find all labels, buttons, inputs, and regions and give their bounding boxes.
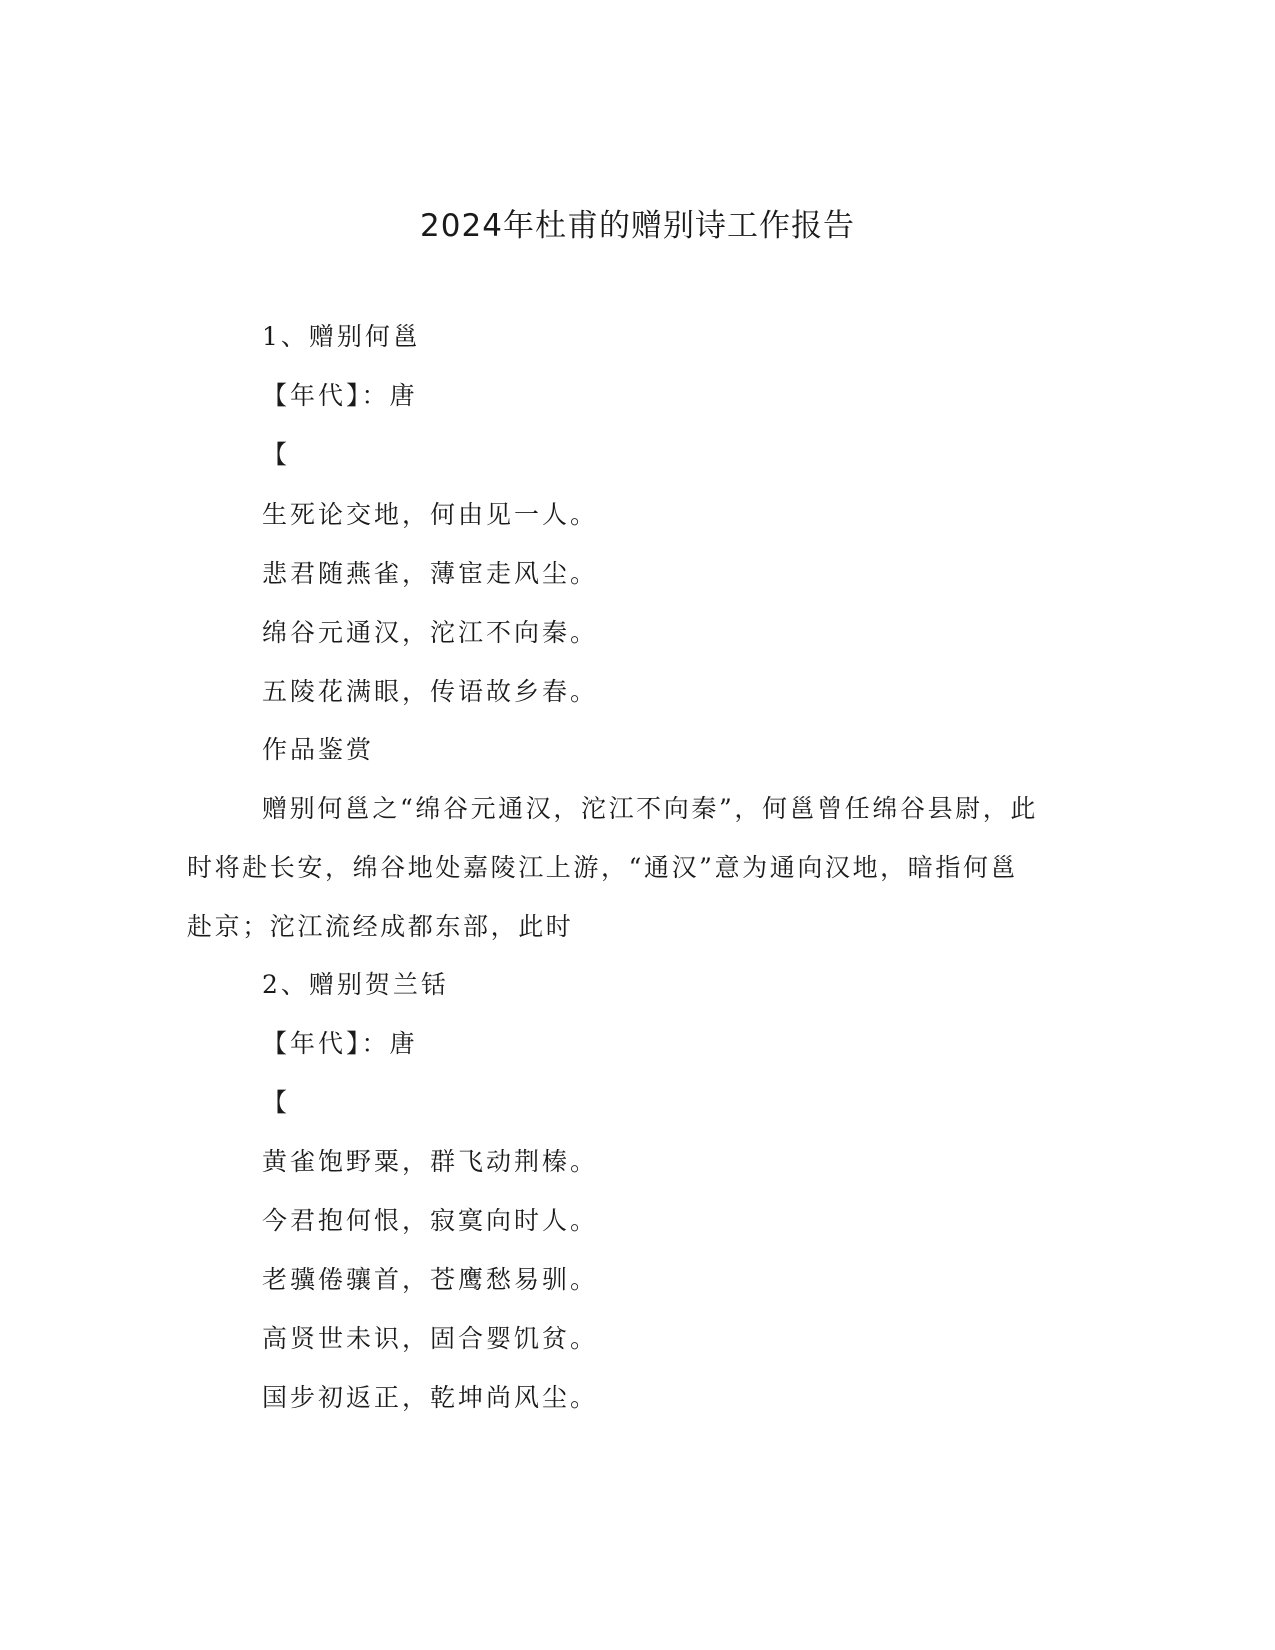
poem-line: 今君抱何恨，寂寞向时人。 [262, 1206, 599, 1235]
poem-line: 悲君随燕雀，薄宦走风尘。 [262, 559, 599, 588]
poem-line: 五陵花满眼，传语故乡春。 [262, 677, 599, 706]
appreciation-text-line: 时将赴长安，绵谷地处嘉陵江上游，“通汉”意为通向汉地，暗指何邕 [187, 853, 1019, 882]
poem-line: 生死论交地，何由见一人。 [262, 500, 599, 529]
appreciation-text-line: 赠别何邕之“绵谷元通汉，沱江不向秦”，何邕曾任绵谷县尉，此 [262, 794, 1038, 823]
poem-line: 黄雀饱野粟，群飞动荆榛。 [262, 1147, 599, 1176]
section-heading: 1、赠别何邕 [262, 322, 421, 351]
appreciation-heading: 作品鉴赏 [262, 735, 375, 764]
poem-line: 国步初返正，乾坤尚风尘。 [262, 1383, 599, 1412]
poem-line: 高贤世未识，固合婴饥贫。 [262, 1324, 599, 1353]
era-label: 【年代】：唐 [262, 381, 418, 410]
poem-line: 老骥倦骧首，苍鹰愁易驯。 [262, 1265, 599, 1294]
document-title: 2024年杜甫的赠别诗工作报告 [420, 208, 855, 244]
appreciation-text-line: 赴京；沱江流经成都东部，此时 [187, 912, 574, 941]
bracket-mark: 【 [262, 440, 291, 469]
bracket-mark: 【 [262, 1088, 291, 1117]
era-label: 【年代】：唐 [262, 1029, 418, 1058]
poem-line: 绵谷元通汉，沱江不向秦。 [262, 618, 599, 647]
section-heading: 2、赠别贺兰铦 [262, 970, 449, 999]
